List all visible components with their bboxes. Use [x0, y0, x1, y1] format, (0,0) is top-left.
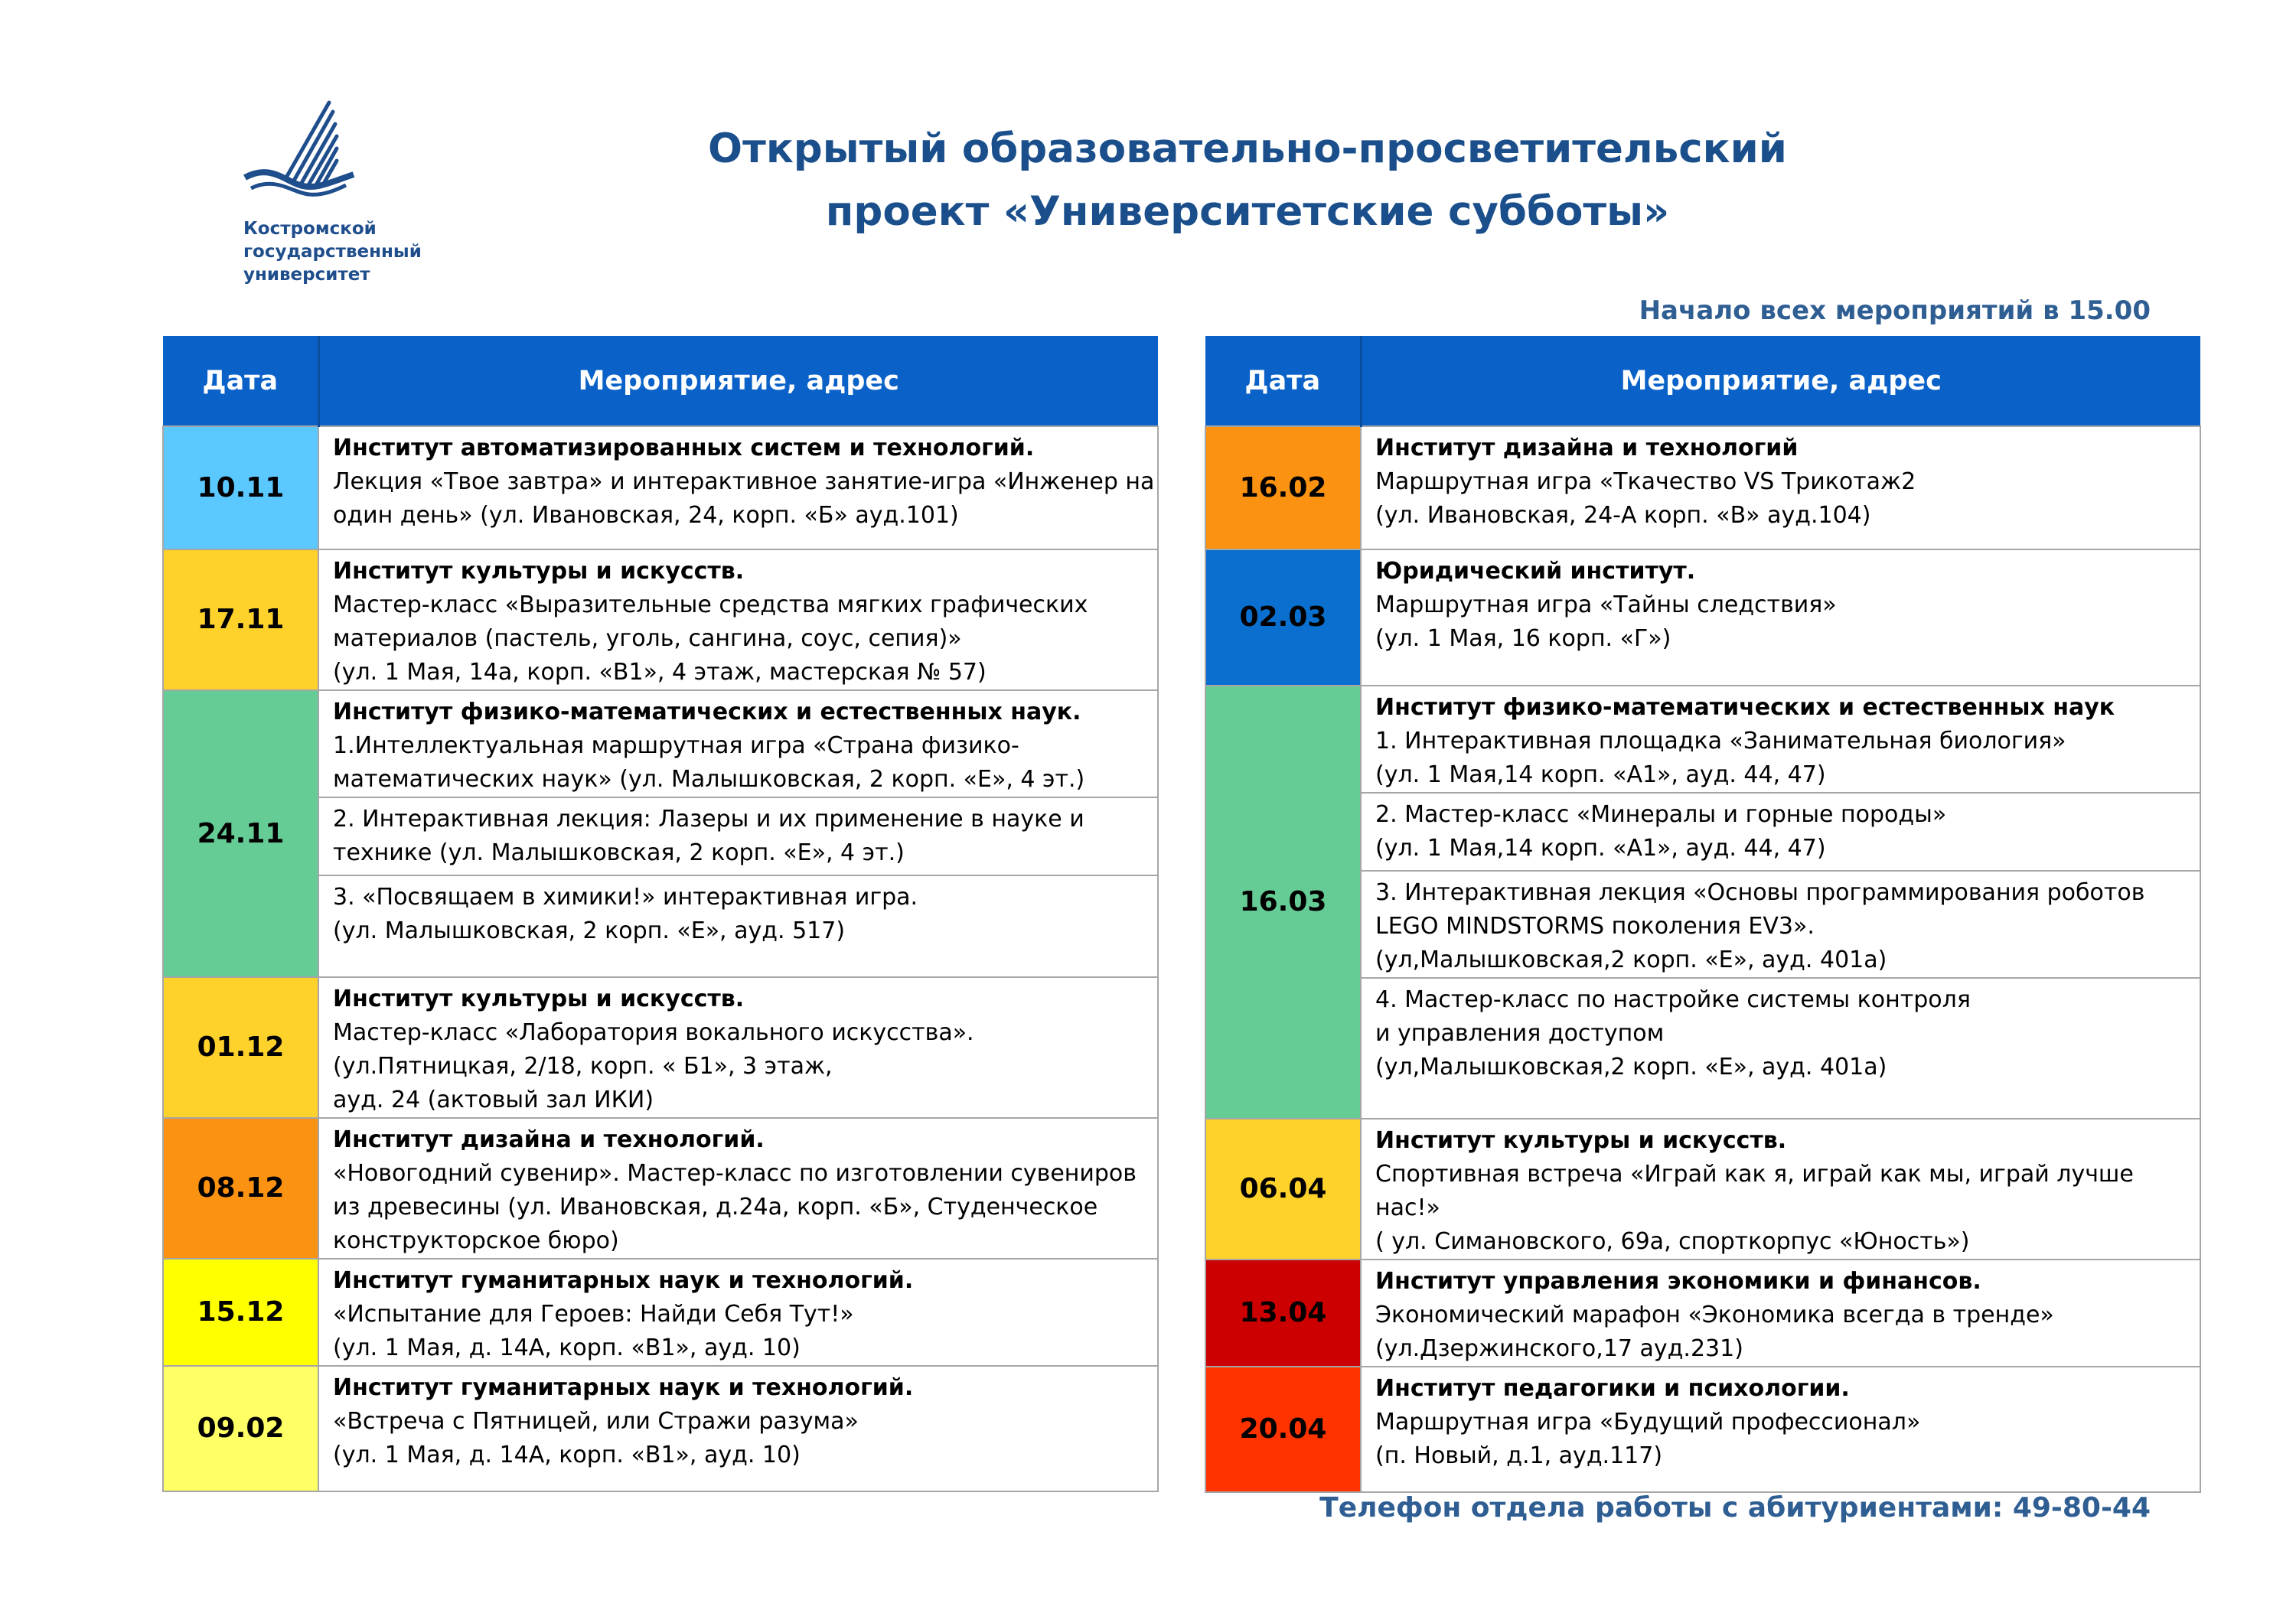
- table-row: [1205, 426, 2200, 549]
- date-cell: 24.11: [163, 690, 318, 977]
- date-cell: 02.03: [1205, 549, 1361, 686]
- event-line: Лекция «Твое завтра» и интерактивное занятие-игра «Инженер на: [333, 468, 1155, 495]
- start-time-note: Начало всех мероприятий в 15.00: [1639, 295, 2151, 326]
- event-cell: [318, 690, 1158, 797]
- event-cell: [1361, 1260, 2200, 1367]
- table-row: [163, 1259, 1158, 1366]
- event-institute: Институт культуры и искусств.: [333, 986, 745, 1012]
- event-line: Экономический марафон «Экономика всегда в тренде»: [1375, 1302, 2054, 1328]
- event-line: (ул,Малышковская,2 корп. «Е», ауд. 401а): [1375, 1054, 1887, 1080]
- page-title: [536, 118, 1959, 243]
- title-line: Открытый образовательно-просветительский: [708, 125, 1787, 172]
- right-schedule-table: [1205, 336, 2201, 1493]
- date-cell: 06.04: [1205, 1119, 1361, 1260]
- event-line: Маршрутная игра «Ткачество VS Трикотаж2: [1375, 468, 1916, 495]
- logo-text: [243, 217, 422, 286]
- event-cell: [318, 1366, 1158, 1491]
- logo-line: университет: [243, 265, 370, 285]
- event-line: Мастер-класс «Лаборатория вокального искусства».: [333, 1019, 974, 1046]
- table-row: [1205, 549, 2200, 686]
- event-line: материалов (пастель, уголь, сангина, соус, сепия)»: [333, 625, 962, 652]
- event-cell: [1361, 426, 2200, 549]
- event-cell: [1361, 793, 2200, 871]
- table-row: [163, 690, 1158, 797]
- event-line: из древесины (ул. Ивановская, д.24а, корп. «Б», Студенческое: [333, 1194, 1098, 1221]
- event-line: 2. Мастер-класс «Минералы и горные породы»: [1375, 801, 1947, 828]
- date-cell: 16.03: [1205, 686, 1361, 1119]
- event-line: (п. Новый, д.1, ауд.117): [1375, 1442, 1663, 1469]
- event-line: 3. Интерактивная лекция «Основы программирования роботов: [1375, 879, 2145, 906]
- date-cell: 15.12: [163, 1259, 318, 1366]
- event-cell: [318, 797, 1158, 875]
- date-cell: 08.12: [163, 1118, 318, 1259]
- event-cell: [1361, 871, 2200, 978]
- event-cell: [1361, 549, 2200, 686]
- event-line: 2. Интерактивная лекция: Лазеры и их применение в науке и: [333, 806, 1084, 833]
- event-line: «Новогодний сувенир». Мастер-класс по изготовлении сувениров: [333, 1160, 1137, 1187]
- event-institute: Институт педагогики и психологии.: [1375, 1375, 1850, 1402]
- table-row: [163, 1118, 1158, 1259]
- event-line: (ул,Малышковская,2 корп. «Е», ауд. 401а): [1375, 947, 1887, 973]
- event-cell: [1361, 978, 2200, 1119]
- title-line: проект «Университетские субботы»: [825, 188, 1670, 235]
- event-line: 3. «Посвящаем в химики!» интерактивная игра.: [333, 884, 918, 911]
- event-institute: Институт культуры и искусств.: [333, 558, 745, 585]
- event-line: (ул. 1 Мая,14 корп. «А1», ауд. 44, 47): [1375, 761, 1826, 788]
- event-cell: [1361, 686, 2200, 793]
- event-line: «Испытание для Героев: Найди Себя Тут!»: [333, 1301, 854, 1328]
- event-institute: Институт культуры и искусств.: [1375, 1127, 1787, 1154]
- left-schedule-table: [162, 336, 1159, 1492]
- event-line: LEGO MINDSTORMS поколения EV3».: [1375, 913, 1815, 940]
- event-institute: Институт гуманитарных наук и технологий.: [333, 1267, 914, 1294]
- event-line: Маршрутная игра «Будущий профессионал»: [1375, 1409, 1921, 1436]
- event-cell: [318, 977, 1158, 1118]
- date-cell: 16.02: [1205, 426, 1361, 549]
- logo-line: государственный: [243, 242, 422, 262]
- event-cell: [318, 1259, 1158, 1366]
- event-line: технике (ул. Малышковская, 2 корп. «Е», 4 эт.): [333, 839, 905, 866]
- table-row: [1205, 686, 2200, 793]
- table-row: [163, 426, 1158, 549]
- table-row: [1205, 1119, 2200, 1260]
- date-header: Дата: [163, 336, 318, 426]
- date-header: Дата: [1205, 336, 1361, 426]
- table-header-row: [1205, 336, 2200, 426]
- event-line: один день» (ул. Ивановская, 24, корп. «Б» ауд.101): [333, 502, 959, 529]
- university-logo: [239, 95, 468, 294]
- event-line: 1.Интеллектуальная маршрутная игра «Страна физико-: [333, 732, 1019, 759]
- event-institute: Институт автоматизированных систем и технологий.: [333, 435, 1035, 461]
- event-line: (ул. 1 Мая,14 корп. «А1», ауд. 44, 47): [1375, 835, 1826, 862]
- event-cell: [318, 549, 1158, 690]
- event-line: ( ул. Симановского, 69а, спорткорпус «Юность»): [1375, 1228, 1970, 1255]
- event-line: ауд. 24 (актовый зал ИКИ): [333, 1087, 654, 1113]
- event-line: (ул. Ивановская, 24-А корп. «В» ауд.104): [1375, 502, 1871, 529]
- date-cell: 17.11: [163, 549, 318, 690]
- event-line: Спортивная встреча «Играй как я, играй как мы, играй лучше: [1375, 1161, 2134, 1188]
- event-line: (ул.Дзержинского,17 ауд.231): [1375, 1335, 1743, 1362]
- event-line: Маршрутная игра «Тайны следствия»: [1375, 592, 1837, 618]
- table-row: [1205, 1367, 2200, 1492]
- event-line: (ул. 1 Мая, д. 14А, корп. «В1», ауд. 10): [333, 1335, 801, 1361]
- event-institute: Институт физико-математических и естественных наук: [1375, 694, 2115, 721]
- event-line: 1. Интерактивная площадка «Занимательная биология»: [1375, 728, 2066, 754]
- date-cell: 20.04: [1205, 1367, 1361, 1492]
- event-cell: [318, 1118, 1158, 1259]
- event-institute: Институт дизайна и технологий: [1375, 435, 1799, 461]
- table-header-row: [163, 336, 1158, 426]
- event-institute: Институт физико-математических и естественных наук.: [333, 699, 1081, 725]
- event-line: Мастер-класс «Выразительные средства мягких графических: [333, 592, 1088, 618]
- date-cell: 01.12: [163, 977, 318, 1118]
- event-institute: Институт гуманитарных наук и технологий.: [333, 1374, 914, 1401]
- table-row: [1205, 1260, 2200, 1367]
- phone-note: Телефон отдела работы с абитуриентами: 49-80-44: [1319, 1492, 2151, 1524]
- event-line: конструкторское бюро): [333, 1227, 619, 1254]
- event-line: «Встреча с Пятницей, или Стражи разума»: [333, 1408, 859, 1435]
- logo-line: Костромской: [243, 219, 377, 239]
- event-line: 4. Мастер-класс по настройке системы контроля: [1375, 986, 1971, 1013]
- date-cell: 13.04: [1205, 1260, 1361, 1367]
- event-cell: [318, 875, 1158, 977]
- event-line: (ул.Пятницкая, 2/18, корп. « Б1», 3 этаж,: [333, 1053, 833, 1080]
- event-line: (ул. 1 Мая, 16 корп. «Г»): [1375, 625, 1671, 652]
- date-cell: 09.02: [163, 1366, 318, 1491]
- event-institute: Юридический институт.: [1375, 558, 1696, 585]
- event-line: нас!»: [1375, 1194, 1440, 1221]
- event-line: (ул. Малышковская, 2 корп. «Е», ауд. 517): [333, 917, 846, 944]
- event-cell: [318, 426, 1158, 549]
- event-line: и управления доступом: [1375, 1020, 1665, 1047]
- event-header: Мероприятие, адрес: [318, 336, 1158, 426]
- date-cell: 10.11: [163, 426, 318, 549]
- event-line: (ул. 1 Мая, 14а, корп. «В1», 4 этаж, мастерская № 57): [333, 659, 987, 686]
- event-institute: Институт управления экономики и финансов.: [1375, 1268, 1981, 1295]
- event-header: Мероприятие, адрес: [1361, 336, 2200, 426]
- table-row: [163, 977, 1158, 1118]
- event-institute: Институт дизайна и технологий.: [333, 1126, 765, 1153]
- event-cell: [1361, 1367, 2200, 1492]
- event-cell: [1361, 1119, 2200, 1260]
- table-row: [163, 549, 1158, 690]
- event-line: математических наук» (ул. Малышковская, 2 корп. «Е», 4 эт.): [333, 766, 1085, 793]
- logo-wave-icon: [239, 95, 361, 210]
- table-row: [163, 1366, 1158, 1491]
- event-line: (ул. 1 Мая, д. 14А, корп. «В1», ауд. 10): [333, 1442, 801, 1468]
